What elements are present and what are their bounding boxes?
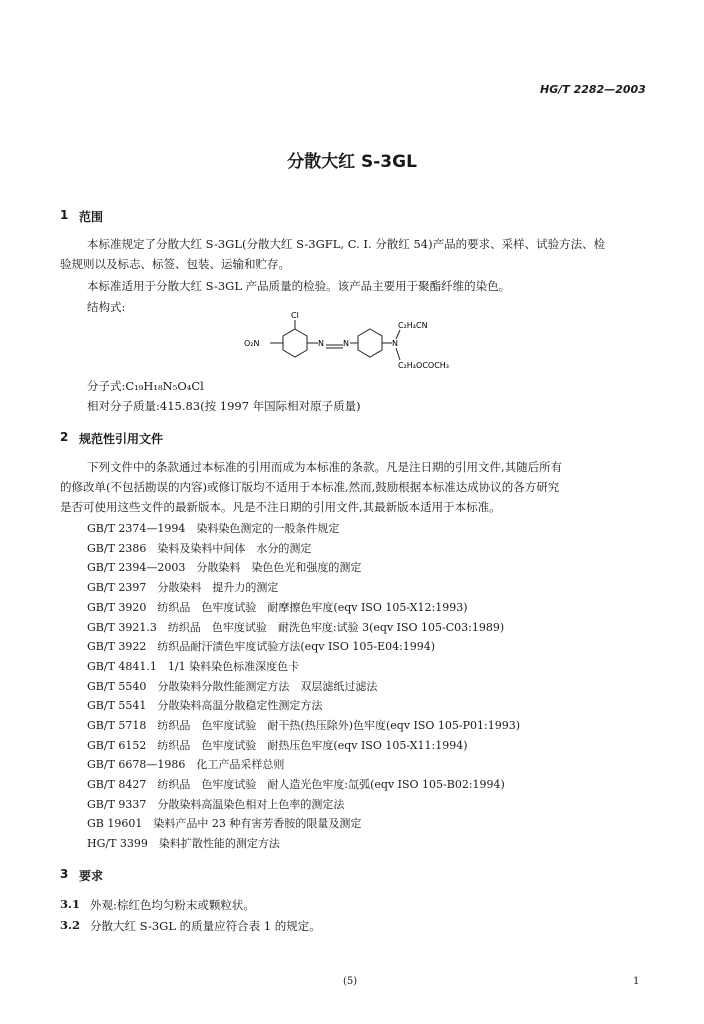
reference-item: GB/T 3922 纺织品耐汗渍色牢度试验方法(eqv ISO 105-E04:1994) [87, 640, 436, 653]
section-1-para1-line2: 验规则以及标志、标签、包装、运输和贮存。 [60, 257, 290, 271]
chlorine-label: Cl [291, 311, 299, 320]
section-1-heading: 范围 [79, 210, 104, 224]
requirement-text: 分散大红 S-3GL 的质量应符合表 1 的规定。 [90, 919, 321, 933]
reference-item: GB/T 5541 分散染料高温分散稳定性测定方法 [87, 699, 323, 712]
requirement-text: 外观:棕红色均匀粉末或颗粒状。 [90, 898, 255, 912]
reference-item: GB/T 8427 纺织品 色牢度试验 耐人造光色牢度:氙弧(eqv ISO 105-B02:1994) [87, 778, 505, 791]
structure-label: 结构式: [87, 300, 126, 314]
section-1-para1-line1: 本标准规定了分散大红 S-3GL(分散大红 S-3GFL, C. I. 分散红 54)产品的要求、采样、试验方法、检 [87, 237, 606, 251]
reference-item: HG/T 3399 染料扩散性能的测定方法 [87, 837, 280, 850]
benzene-ring-1 [283, 329, 307, 357]
reference-item: GB/T 3920 纺织品 色牢度试验 耐摩擦色牢度(eqv ISO 105-X12:1993) [87, 601, 468, 614]
requirement-number: 3.2 [60, 918, 81, 932]
section-2-para-line3: 是否可使用这些文件的最新版本。凡是不注日期的引用文件,其最新版本适用于本标准。 [60, 500, 501, 514]
reference-item: GB/T 9337 分散染料高温染色相对上色率的测定法 [87, 798, 345, 811]
page-title: 分散大红 S-3GL [287, 152, 417, 172]
reference-item: GB/T 2397 分散染料 提升力的测定 [87, 581, 279, 594]
section-3-number: 3 [60, 867, 69, 881]
page-number: (5) [343, 976, 358, 987]
reference-item: GB/T 2386 染料及染料中间体 水分的测定 [87, 542, 312, 555]
section-1-para2: 本标准适用于分散大红 S-3GL 产品质量的检验。该产品主要用于聚酯纤维的染色。 [87, 279, 511, 293]
section-2-number: 2 [60, 430, 69, 444]
section-2-para-line2: 的修改单(不包括勘误的内容)或修订版均不适用于本标准,然而,鼓励根据本标准达成协议的各方研究 [60, 480, 560, 494]
substituent-top-label: C₂H₄CN [398, 321, 428, 330]
reference-item: GB 19601 染料产品中 23 种有害芳香胺的限量及测定 [87, 817, 362, 830]
azo-n-label-1: N [318, 339, 324, 348]
section-2-para-line1: 下列文件中的条款通过本标准的引用而成为本标准的条款。凡是注日期的引用文件,其随后所有 [87, 460, 563, 474]
reference-item: GB/T 6152 纺织品 色牢度试验 耐热压色牢度(eqv ISO 105-X11:1994) [87, 739, 468, 752]
reference-item: GB/T 4841.1 1/1 染料染色标准深度色卡 [87, 660, 300, 673]
azo-n-label-2: N [343, 339, 349, 348]
molecular-formula: 分子式:C₁₉H₁₈N₅O₄Cl [87, 379, 204, 393]
section-3-heading: 要求 [79, 869, 104, 883]
reference-item: GB/T 5718 纺织品 色牢度试验 耐干热(热压除外)色牢度(eqv ISO 105-P01:1993) [87, 719, 521, 732]
reference-item: GB/T 2394—2003 分散染料 染色色光和强度的测定 [87, 561, 362, 574]
molecular-mass: 相对分子质量:415.83(按 1997 年国际相对原子质量) [87, 399, 361, 413]
standard-code: HG/T 2282—2003 [540, 83, 646, 96]
reference-item: GB/T 2374—1994 染料染色测定的一般条件规定 [87, 522, 340, 535]
substituent-bottom-label: C₂H₄OCOCH₃ [398, 361, 450, 370]
structural-formula [230, 310, 470, 375]
reference-item: GB/T 3921.3 纺织品 色牢度试验 耐洗色牢度:试验 3(eqv ISO 105-C03:1989) [87, 621, 505, 634]
reference-item: GB/T 6678—1986 化工产品采样总则 [87, 758, 285, 771]
footer-mark: 1 [633, 976, 640, 987]
requirement-number: 3.1 [60, 897, 81, 911]
section-1-number: 1 [60, 208, 69, 222]
amine-n-label: N [392, 339, 398, 348]
nitro-label: O₂N [244, 339, 260, 348]
section-2-heading: 规范性引用文件 [79, 432, 164, 446]
benzene-ring-2 [358, 329, 382, 357]
reference-item: GB/T 5540 分散染料分散性能测定方法 双层滤纸过滤法 [87, 680, 378, 693]
